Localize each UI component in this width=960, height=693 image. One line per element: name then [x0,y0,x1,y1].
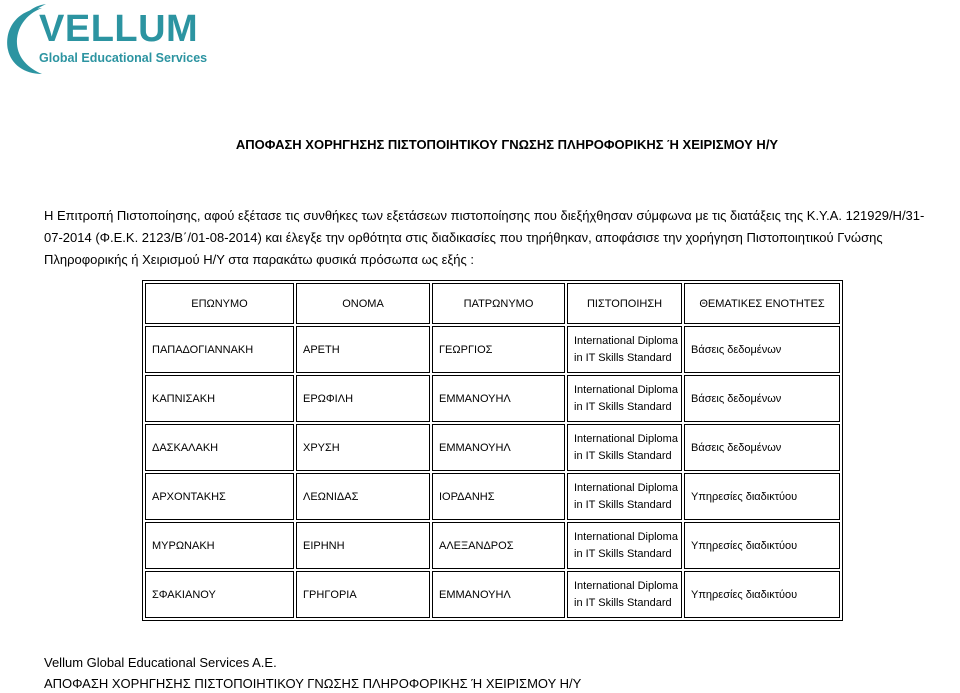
cell-modules: Βάσεις δεδομένων [684,375,840,422]
footer-company: Vellum Global Educational Services A.E. [44,655,277,670]
cell-surname: ΑΡΧΟΝΤΑΚΗΣ [145,473,294,520]
table-row [145,571,840,618]
cert-line-1: International Diploma [574,530,678,543]
document-title: ΑΠΟΦΑΣΗ ΧΟΡΗΓΗΣΗΣ ΠΙΣΤΟΠΟΙΗΤΙΚΟΥ ΓΝΩΣΗΣ ΠΛΗΡΟΦΟΡΙΚΗΣ Ή ΧΕΙΡΙΣΜΟΥ Η/Υ [235,137,779,152]
cell-name: ΕΙΡΗΝΗ [296,522,430,569]
cert-line-2: in IT Skills Standard [574,449,672,462]
recipients-table [142,280,843,621]
table-header-row [145,283,840,324]
cell-certification [567,326,682,373]
cert-line-2: in IT Skills Standard [574,596,672,609]
cell-surname: ΔΑΣΚΑΛΑΚΗ [145,424,294,471]
paragraph-line-1: Η Επιτροπή Πιστοποίησης, αφού εξέτασε τις συνθήκες των εξετάσεων πιστοποίησης που διεξήχθησαν σύμφωνα με τις διατάξεις της Κ.Υ.Α. 121929/Η/31- [44,208,925,223]
header-modules: ΘΕΜΑΤΙΚΕΣ ΕΝΟΤΗΤΕΣ [684,283,840,324]
logo-name: VELLUM [39,8,199,50]
cell-surname: ΠΑΠΑΔΟΓΙΑΝΝΑΚΗ [145,326,294,373]
cell-modules: Βάσεις δεδομένων [684,424,840,471]
header-surname: ΕΠΩΝΥΜΟ [145,283,294,324]
cell-modules: Υπηρεσίες διαδικτύου [684,571,840,618]
table-row [145,375,840,422]
header-father-name: ΠΑΤΡΩΝΥΜΟ [432,283,565,324]
table-row [145,522,840,569]
cell-father-name: ΕΜΜΑΝΟΥΗΛ [432,571,565,618]
cell-name: ΛΕΩΝΙΔΑΣ [296,473,430,520]
table-row [145,473,840,520]
cert-line-2: in IT Skills Standard [574,547,672,560]
cell-father-name: ΑΛΕΞΑΝΔΡΟΣ [432,522,565,569]
header-certification: ΠΙΣΤΟΠΟΙΗΣΗ [567,283,682,324]
logo-tagline: Global Educational Services [39,51,208,65]
cell-certification [567,424,682,471]
cell-modules: Βάσεις δεδομένων [684,326,840,373]
paragraph-line-3: Πληροφορικής ή Χειρισμού Η/Υ στα παρακάτω φυσικά πρόσωπα ως εξής : [44,252,474,267]
cell-certification [567,571,682,618]
cert-line-2: in IT Skills Standard [574,351,672,364]
cert-line-1: International Diploma [574,334,678,347]
cert-line-2: in IT Skills Standard [574,400,672,413]
cell-certification [567,375,682,422]
cell-father-name: ΕΜΜΑΝΟΥΗΛ [432,375,565,422]
cell-father-name: ΕΜΜΑΝΟΥΗΛ [432,424,565,471]
cell-name: ΓΡΗΓΟΡΙΑ [296,571,430,618]
cert-line-1: International Diploma [574,432,678,445]
cert-line-1: International Diploma [574,481,678,494]
cell-modules: Υπηρεσίες διαδικτύου [684,473,840,520]
cell-name: ΕΡΩΦΙΛΗ [296,375,430,422]
cell-modules: Υπηρεσίες διαδικτύου [684,522,840,569]
table-row [145,326,840,373]
header-name: ΟΝΟΜΑ [296,283,430,324]
cert-line-1: International Diploma [574,383,678,396]
cert-line-1: International Diploma [574,579,678,592]
vellum-logo [2,2,208,78]
cell-surname: ΣΦΑΚΙΑΝΟΥ [145,571,294,618]
cell-certification [567,522,682,569]
footer-doc-title: ΑΠΟΦΑΣΗ ΧΟΡΗΓΗΣΗΣ ΠΙΣΤΟΠΟΙΗΤΙΚΟΥ ΓΝΩΣΗΣ ΠΛΗΡΟΦΟΡΙΚΗΣ Ή ΧΕΙΡΙΣΜΟΥ Η/Υ [44,676,582,691]
table-row [145,424,840,471]
decision-paragraph [44,205,944,271]
cell-surname: ΚΑΠΝΙΣΑΚΗ [145,375,294,422]
cell-name: ΑΡΕΤΗ [296,326,430,373]
cell-father-name: ΙΟΡΔΑΝΗΣ [432,473,565,520]
cell-name: ΧΡΥΣΗ [296,424,430,471]
cell-surname: ΜΥΡΩΝΑΚΗ [145,522,294,569]
cell-father-name: ΓΕΩΡΓΙΟΣ [432,326,565,373]
paragraph-line-2: 07-2014 (Φ.Ε.Κ. 2123/Β΄/01-08-2014) και έλεγξε την ορθότητα στις διαδικασίες που τηρήθηκαν, αποφάσισε την χορήγηση Πιστοποιητικού Γνώσης [44,230,883,245]
cell-certification [567,473,682,520]
cert-line-2: in IT Skills Standard [574,498,672,511]
